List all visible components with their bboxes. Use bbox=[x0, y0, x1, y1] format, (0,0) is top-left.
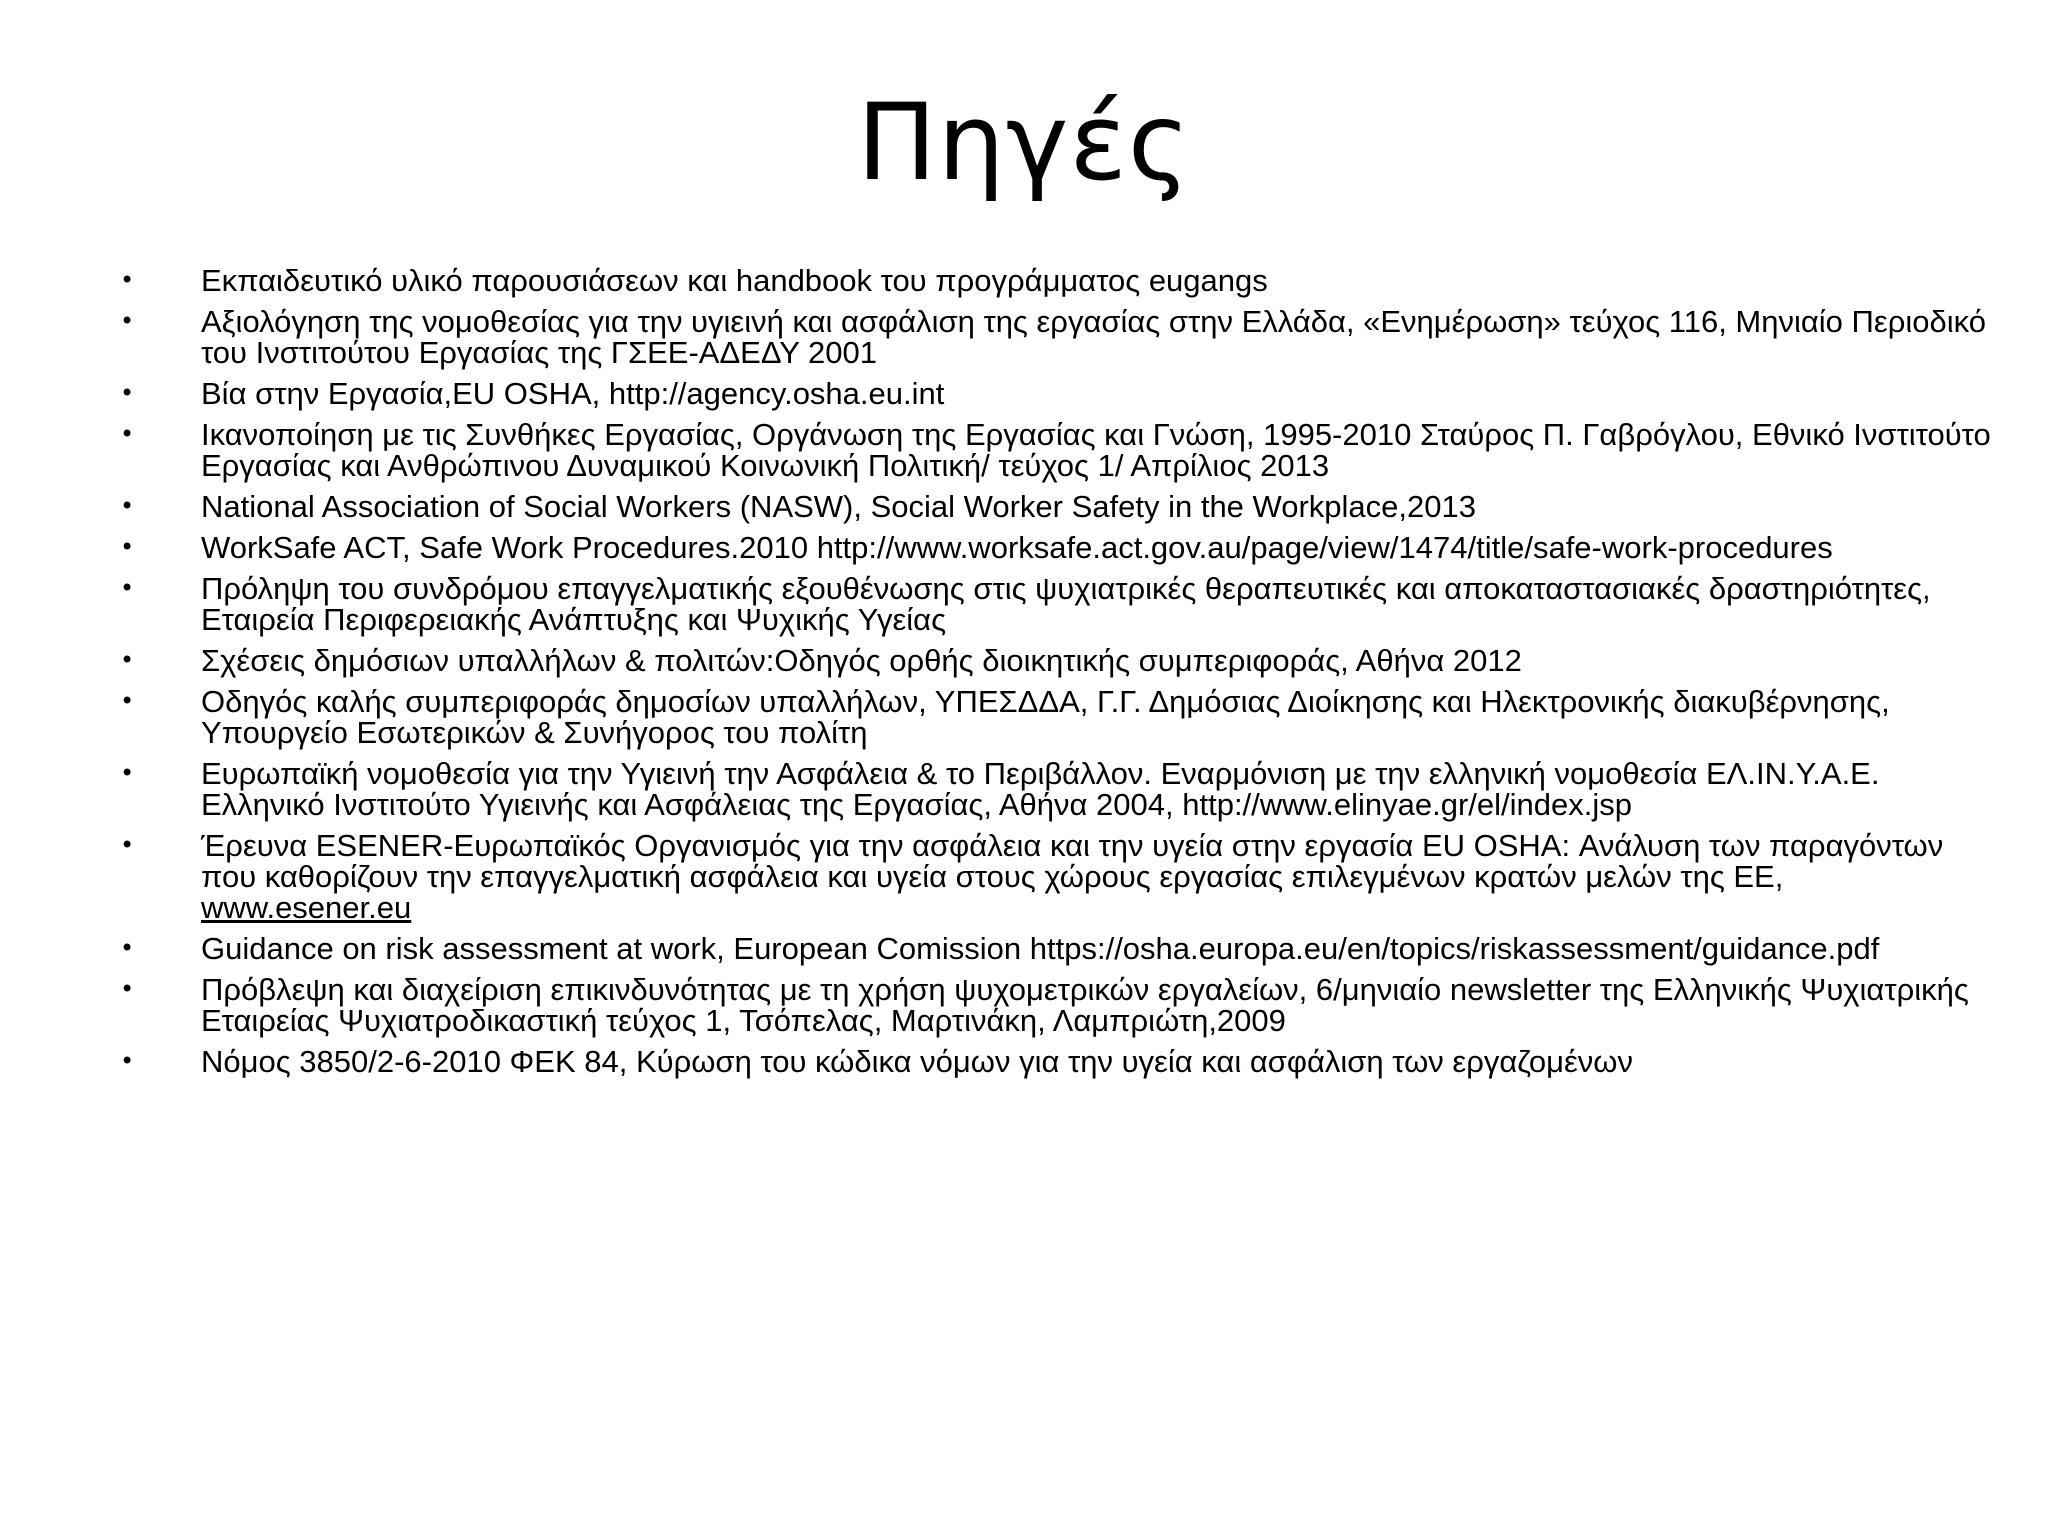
bullet-icon: • bbox=[120, 533, 135, 561]
reference-text: National Association of Social Workers (NASW), Social Worker Safety in the Workplace,2013 bbox=[201, 489, 1476, 524]
bullet-icon: • bbox=[120, 759, 135, 787]
reference-item bbox=[120, 933, 2000, 964]
reference-text: Ικανοποίηση με τις Συνθήκες Εργασίας, Οργάνωση της Εργασίας και Γνώση, 1995-2010 Σταύρος Π. Γαβρόγλου, Εθνικό Ινστιτούτο Εργασίας και Ανθρώπινου Δυναμικού Κοινωνική Πολιτική/ τεύχος 1/ Απρίλιος 2013 bbox=[201, 417, 1991, 483]
reference-text: Ευρωπαϊκή νομοθεσία για την Υγιεινή την Ασφάλεια & το Περιβάλλον. Εναρμόνιση με την ελληνική νομοθεσία ΕΛ.ΙΝ.Υ.Α.Ε. Ελληνικό Ινστιτούτο Υγιεινής και Ασφάλειας της Εργασίας, Αθήνα 2004, http://www.elinyae.gr/el/index.jsp bbox=[201, 756, 1880, 822]
bullet-icon: • bbox=[120, 307, 135, 335]
reference-item bbox=[120, 573, 2000, 635]
slide-title: Πηγές bbox=[856, 81, 1192, 204]
bullet-icon: • bbox=[120, 492, 135, 520]
reference-item bbox=[120, 491, 2000, 522]
reference-item bbox=[120, 306, 2000, 368]
bullet-icon: • bbox=[120, 934, 135, 962]
bullet-icon: • bbox=[120, 687, 135, 715]
reference-text: Πρόβλεψη και διαχείριση επικινδυνότητας με τη χρήση ψυχομετρικών εργαλείων, 6/μηνιαίο newsletter της Ελληνικής Ψυχιατρικής Εταιρείας Ψυχιατροδικαστική τεύχος 1, Τσόπελας, Μαρτινάκη, Λαμπριώτη,2009 bbox=[201, 972, 1969, 1038]
bullet-icon: • bbox=[120, 379, 135, 407]
bullet-icon: • bbox=[120, 831, 135, 859]
reference-text bbox=[201, 830, 2000, 923]
bullet-icon: • bbox=[120, 266, 135, 294]
reference-text: Σχέσεις δημόσιων υπαλλήλων & πολιτών:Οδηγός ορθής διοικητικής συμπεριφοράς, Αθήνα 2012 bbox=[201, 643, 1522, 678]
reference-text: Αξιολόγηση της νομοθεσίας για την υγιεινή και ασφάλιση της εργασίας στην Ελλάδα, «Ενημέρωση» τεύχος 116, Μηνιαίο Περιοδικό του Ινστιτούτου Εργασίας της ΓΣΕΕ-ΑΔΕΔΥ 2001 bbox=[201, 304, 1987, 370]
reference-item bbox=[120, 686, 2000, 748]
reference-item bbox=[120, 974, 2000, 1036]
bullet-icon: • bbox=[120, 646, 135, 674]
reference-item bbox=[120, 830, 2000, 923]
bullet-icon: • bbox=[120, 574, 135, 602]
reference-item bbox=[120, 378, 2000, 409]
reference-text: Βία στην Εργασία,EU OSHA, http://agency.osha.eu.int bbox=[201, 376, 945, 411]
bullet-icon: • bbox=[120, 420, 135, 448]
reference-text: Οδηγός καλής συμπεριφοράς δημοσίων υπαλλήλων, ΥΠΕΣΔΔΑ, Γ.Γ. Δημόσιας Διοίκησης και Ηλεκτρονικής διακυβέρνησης, Υπουργείο Εσωτερικών & Συνήγορος του πολίτη bbox=[201, 684, 1890, 750]
reference-item bbox=[120, 532, 2000, 563]
reference-item bbox=[120, 1046, 2000, 1077]
reference-item bbox=[120, 265, 2000, 296]
references-list bbox=[120, 265, 2000, 1087]
reference-text: Εκπαιδευτικό υλικό παρουσιάσεων και handbook του προγράμματος eugangs bbox=[201, 263, 1268, 298]
bullet-icon: • bbox=[120, 975, 135, 1003]
reference-text: Guidance on risk assessment at work, European Comission https://osha.europa.eu/en/topics/riskassessment/guidance.pdf bbox=[201, 931, 1880, 966]
bullet-icon: • bbox=[120, 1047, 135, 1075]
reference-text: Νόμος 3850/2-6-2010 ΦΕΚ 84, Κύρωση του κώδικα νόμων για την υγεία και ασφάλιση των εργαζομένων bbox=[201, 1044, 1634, 1079]
reference-text: WorkSafe ACT, Safe Work Procedures.2010 http://www.worksafe.act.gov.au/page/view/1474/title/safe-work-procedures bbox=[201, 530, 1833, 565]
reference-item bbox=[120, 645, 2000, 676]
esener-link[interactable]: www.esener.eu bbox=[201, 890, 412, 925]
reference-item bbox=[120, 758, 2000, 820]
reference-text: Πρόληψη του συνδρόμου επαγγελματικής εξουθένωσης στις ψυχιατρικές θεραπευτικές και αποκαταστασιακές δραστηριότητες, Εταιρεία Περιφερειακής Ανάπτυξης και Ψυχικής Υγείας bbox=[201, 571, 1931, 637]
reference-item bbox=[120, 419, 2000, 481]
reference-text-body: Έρευνα ESENER-Ευρωπαϊκός Οργανισμός για την ασφάλεια και την υγεία στην εργασία EU OSHA: Ανάλυση των παραγόντων που καθορίζουν την επαγγελματική ασφάλεια και υγεία στους χώρους εργασίας επιλεγμένων κρατών μελών της ΕΕ, bbox=[201, 828, 1944, 894]
